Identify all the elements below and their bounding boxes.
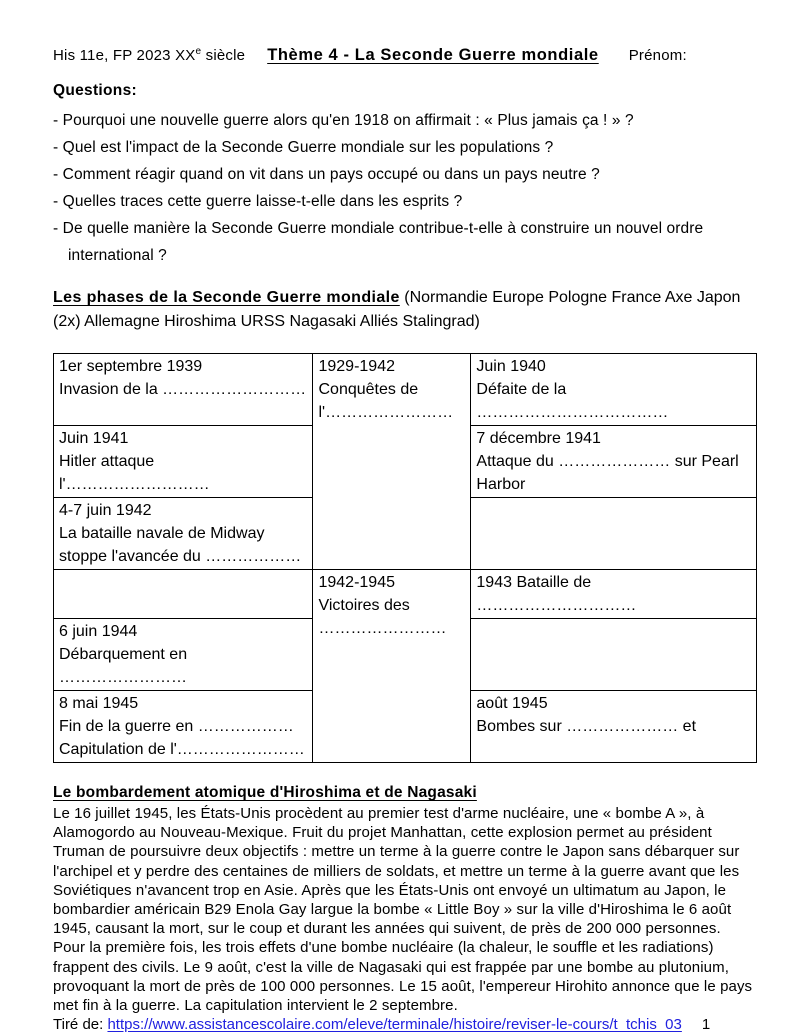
question-item: - Quel est l'impact de la Seconde Guerre mondiale sur les populations ?: [53, 139, 554, 156]
table-cell-1940-defaite: [471, 354, 757, 426]
questions-heading: Questions:: [53, 82, 137, 99]
table-cell-empty: [54, 570, 313, 619]
phases-word-bank: (Normandie Europe Pologne France Axe Japon (2x) Allemagne Hiroshima URSS Nagasaki Alliés Stalingrad): [53, 289, 741, 330]
cell-fill-line: Capitulation de l'……………………: [59, 741, 305, 758]
page-title: Thème 4 - La Seconde Guerre mondiale: [267, 46, 599, 64]
course-prefix: His 11e, FP 2023 XX: [53, 47, 196, 64]
questions-list: [53, 107, 757, 269]
question-item: - Quelles traces cette guerre laisse-t-elle dans les esprits ?: [53, 193, 463, 210]
cell-fill-line: Conquêtes de l'……………………: [318, 381, 454, 421]
table-cell-1939-invasion: [54, 354, 313, 426]
cell-date: août 1945: [476, 695, 548, 712]
table-cell-1941-pearl-harbor: [471, 426, 757, 498]
page-number: 1: [701, 1016, 711, 1034]
cell-date: 1929-1942: [318, 358, 395, 375]
cell-fill-line: Attaque du ………………… sur Pearl Harbor: [476, 453, 739, 493]
footer: [53, 1015, 757, 1034]
question-item: - De quelle manière la Seconde Guerre mondiale contribue-t-elle à construire un nouvel ordre international ?: [53, 220, 704, 264]
source-link[interactable]: https://www.assistancescolaire.com/eleve/terminale/histoire/reviser-le-cours/t_tchis_03: [107, 1016, 682, 1034]
cell-fill-line: Défaite de la ………………………………: [476, 381, 669, 421]
table-cell-1942-midway: [54, 498, 313, 570]
table-cell-1941-hitler: [54, 426, 313, 498]
phases-title: Les phases de la Seconde Guerre mondiale: [53, 289, 400, 306]
course-superscript: e: [195, 46, 202, 57]
table-cell-1942-1945-victoires: [313, 570, 471, 763]
cell-fill-line: La bataille navale de Midway stoppe l'avancée du ………………: [59, 525, 302, 565]
table-cell-empty: [471, 498, 757, 570]
cell-date: 1er septembre 1939: [59, 358, 203, 375]
bombing-section-heading: Le bombardement atomique d'Hiroshima et de Nagasaki: [53, 784, 477, 801]
source-label: Tiré de:: [53, 1016, 108, 1034]
cell-date: 1942-1945: [318, 574, 395, 591]
cell-date: Juin 1940: [476, 358, 546, 375]
table-cell-1943-bataille: [471, 570, 757, 619]
cell-fill-line: Invasion de la ………………………: [59, 381, 307, 398]
bombing-paragraph: Le 16 juillet 1945, les États-Unis procèdent au premier test d'arme nucléaire, une « bombe A », à Alamogordo au Nouveau-Mexique. Fruit du projet Manhattan, cette explosion permet au président Truman de poursuivre deux objectifs : mettre un terme à la guerre contre le Japon sans débarquer sur l'archipel et y perdre des centaines de milliers de soldats, et mettre un terme à la guerre avant que les Soviétiques n'avancent trop en Asie. Après que les États-Unis ont envoyé un ultimatum au Japon, le bombardier américain B29 Enola Gay largue la bombe « Little Boy » sur la ville d'Hiroshima le 6 août 1945, causant la mort, sur le coup et durant les années qui suivent, de près de 200 000 personnes. Pour la première fois, les trois effets d'une bombe nucléaire (la chaleur, le souffle et les radiations) frappent des civils. Le 9 août, c'est la ville de Nagasaki qui est frappée par une bombe au plutonium, provoquant la mort de près de 100 000 personnes. Le 15 août, l'empereur Hirohito annonce que le pays met fin à la guerre. La capitulation intervient le 2 septembre.: [53, 805, 753, 1015]
cell-fill-line: Victoires des ……………………: [318, 597, 447, 637]
cell-fill-line: 1943 Bataille de …………………………: [476, 574, 637, 614]
question-item: - Comment réagir quand on vit dans un pays occupé ou dans un pays neutre ?: [53, 166, 600, 183]
phases-section-heading: [53, 286, 757, 334]
cell-fill-line: Hitler attaque l'………………………: [59, 453, 210, 493]
table-cell-1929-1942-conquetes: [313, 354, 471, 570]
header: [53, 46, 757, 65]
cell-date: 4-7 juin 1942: [59, 502, 152, 519]
table-cell-1945-capitulation: [54, 691, 313, 763]
cell-date: 7 décembre 1941: [476, 430, 601, 447]
cell-date: Juin 1941: [59, 430, 129, 447]
table-cell-aout-1945-bombes: [471, 691, 757, 763]
cell-fill-line: Bombes sur ………………… et: [476, 718, 697, 735]
cell-date: 8 mai 1945: [59, 695, 139, 712]
cell-fill-line: Débarquement en ……………………: [59, 646, 188, 686]
question-item: - Pourquoi une nouvelle guerre alors qu'en 1918 on affirmait : « Plus jamais ça ! » ?: [53, 112, 634, 129]
cell-date: 6 juin 1944: [59, 623, 138, 640]
table-cell-empty: [471, 619, 757, 691]
student-name-label: Prénom:: [628, 47, 687, 64]
course-suffix: siècle: [201, 47, 246, 64]
cell-fill-line: Fin de la guerre en ………………: [59, 718, 294, 735]
table-cell-1944-debarquement: [54, 619, 313, 691]
course-info: [53, 46, 245, 64]
phases-table: [53, 353, 757, 763]
